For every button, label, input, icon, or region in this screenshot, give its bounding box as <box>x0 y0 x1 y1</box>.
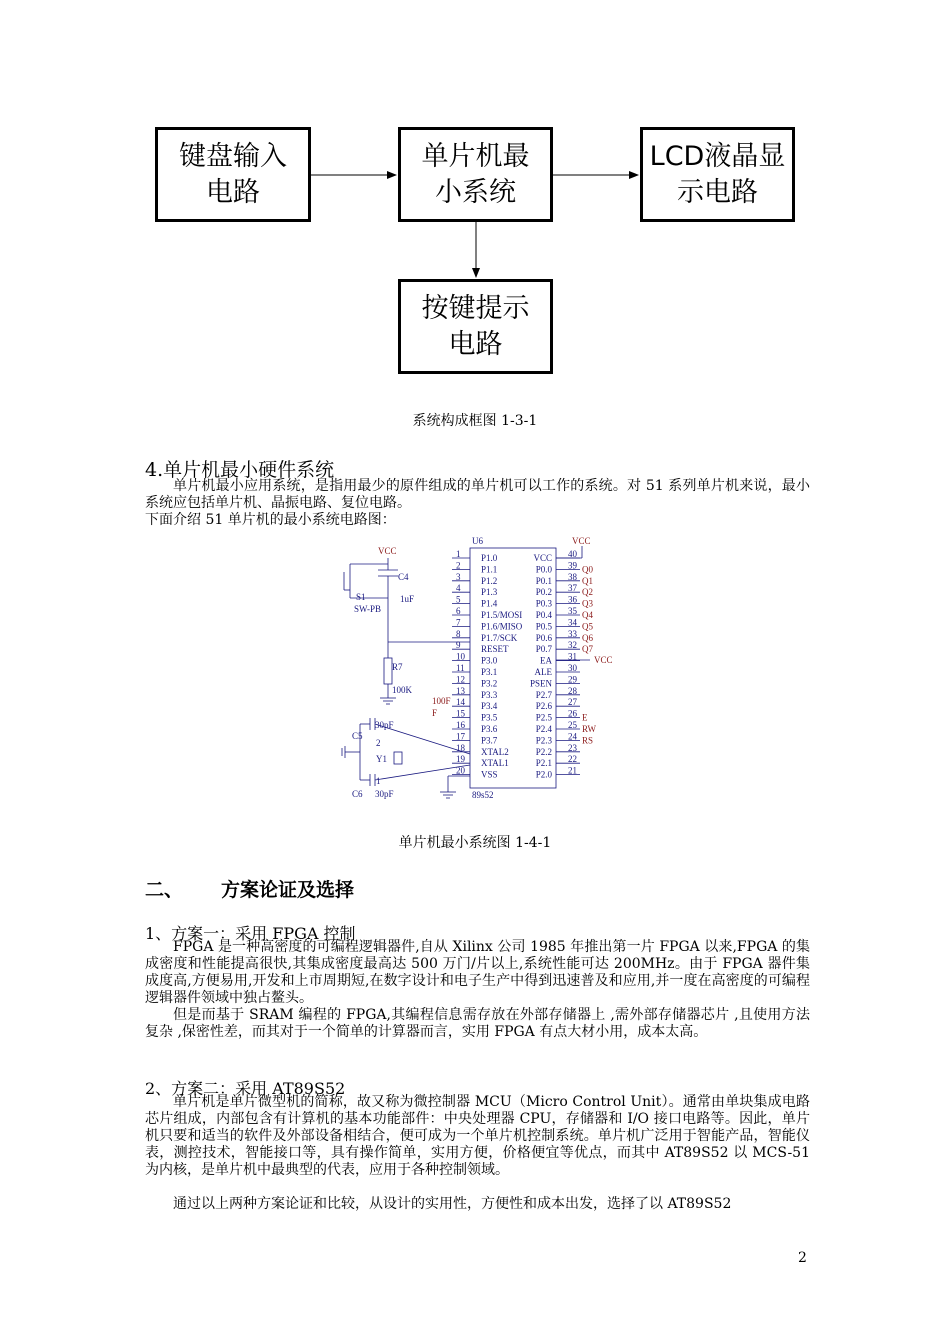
left-pin-number: 6 <box>456 606 461 616</box>
left-pin-label: P3.3 <box>481 689 498 700</box>
left-pin-label: P1.0 <box>481 553 498 563</box>
right-pin-number: 39 <box>568 560 577 571</box>
right-pin-label: P0.0 <box>535 564 552 575</box>
left-pin-number: 3 <box>456 571 461 582</box>
right-pin-label: EA <box>540 655 552 666</box>
right-pin-number: 37 <box>568 583 577 594</box>
left-pin-number: 18 <box>456 742 465 753</box>
left-pin-number: 4 <box>456 583 461 594</box>
s1-value: SW-PB <box>354 604 382 614</box>
right-pin-label: ALE <box>534 667 552 677</box>
section-4-paragraph: 单片机最小应用系统，是指用最少的原件组成的单片机可以工作的系统。对 51 系列单片机来说，最小系统应包括单片机、晶振电路、复位电路。 <box>145 478 810 511</box>
section-2-heading-number: 二、 <box>145 879 184 901</box>
left-pin-number: 17 <box>456 731 465 742</box>
section-4-heading: 4.单片机最小硬件系统 <box>145 459 335 481</box>
right-pin-net: Q2 <box>582 587 593 598</box>
right-pin-label: P2.5 <box>535 712 552 723</box>
left-pin-label: P1.3 <box>481 587 498 598</box>
section-4-intro-line: 下面介绍 51 单片机的最小系统电路图： <box>145 512 396 528</box>
right-pin-number: 22 <box>568 754 577 765</box>
plan-2-title: 2、方案二：采用 AT89S52 <box>145 1079 346 1098</box>
right-pin-label: P0.5 <box>535 621 552 632</box>
right-pin-label: P0.6 <box>535 632 552 643</box>
figure-caption-1-3-1: 系统构成框图 1-3-1 <box>412 413 538 429</box>
left-pin-number: 1 <box>456 549 461 559</box>
right-pin-label: P0.1 <box>535 575 552 586</box>
right-pin-net: Q7 <box>582 644 593 655</box>
right-pin-label: P2.0 <box>535 769 552 780</box>
right-pin-number: 40 <box>568 549 577 559</box>
right-pin-number: 24 <box>568 731 577 742</box>
left-pin-number: 2 <box>456 560 461 571</box>
left-pin-label: XTAL1 <box>481 758 509 769</box>
section-2-heading-text: 方案论证及选择 <box>221 879 355 901</box>
c6-value: 30pF <box>375 789 394 799</box>
plan-1-title: 1、方案一：采用 FPGA 控制 <box>145 924 356 943</box>
left-pin-label: P3.6 <box>481 724 498 734</box>
left-pin-number: 7 <box>456 617 461 628</box>
plan-2-paragraph-1: 单片机是单片微型机的简称，故又称为微控制器 MCU（Micro Control Unit）。通常由单块集成电路芯片组成，内部包含有计算机的基本功能部件：中央处理器 CPU，存储器和 I/O 接口电路等。因此，单片机只要和适当的软件及外部设备相结合，便可成为一个单片机控制系统。单片机广泛用于智能产品，智能仪表，测控技术，智能接口等，具有操作简单，实用方便，价格便宜等优点，而其中 AT89S52 以 MCS-51 为内核，是单片机中最典型的代表，应用于各种控制领域。 <box>145 1094 810 1178</box>
r7-label: R7 <box>392 662 403 672</box>
left-pin-label: P1.2 <box>481 575 498 586</box>
left-pin-number: 11 <box>456 663 465 673</box>
left-pin-label: XTAL2 <box>481 746 509 757</box>
chip-ref-label: U6 <box>472 536 483 546</box>
right-pin-label: P0.2 <box>535 587 552 598</box>
left-pin-number: 16 <box>456 720 465 730</box>
plan-2-paragraph-2: 通过以上两种方案论证和比较，从设计的实用性，方便性和成本出发，选择了以 AT89S52 <box>173 1196 732 1212</box>
left-pin-group <box>452 549 523 780</box>
left-pin-label: RESET <box>481 644 509 655</box>
left-pin-label: P3.2 <box>481 678 498 689</box>
left-pin-label: P3.7 <box>481 735 498 746</box>
left-pin-label: P3.4 <box>481 701 498 712</box>
right-pin-net: E <box>582 712 588 723</box>
left-pin-number: 19 <box>456 754 465 765</box>
left-pin-label: P3.0 <box>481 655 498 666</box>
keyboard-input-box: 键盘输入 电路 <box>155 127 311 222</box>
right-pin-label: P2.2 <box>535 746 552 757</box>
left-pin-number: 9 <box>456 640 461 651</box>
c4-label: C4 <box>398 572 409 582</box>
left-pin-label: VSS <box>481 769 498 780</box>
chip-part-label: 89s52 <box>472 790 494 800</box>
right-pin-number: 21 <box>568 765 577 776</box>
crystal-pin-1: 1 <box>376 776 381 786</box>
right-pin-number: 25 <box>568 720 577 730</box>
right-pin-number: 34 <box>568 617 577 628</box>
right-pin-net: Q4 <box>582 610 593 620</box>
left-pin-label: P3.5 <box>481 712 498 723</box>
right-pin-net: RS <box>582 735 594 746</box>
diagram-arrows <box>0 0 950 400</box>
lcd-display-box: LCD液晶显 示电路 <box>640 127 795 222</box>
right-pin-net: Q5 <box>582 621 593 632</box>
left-pin-number: 10 <box>456 651 465 662</box>
page-number: 2 <box>798 1250 807 1266</box>
left-pin-number: 15 <box>456 708 465 719</box>
vcc-ea-label: VCC <box>594 655 613 665</box>
vcc-right-label: VCC <box>572 536 591 546</box>
right-pin-label: P0.3 <box>535 598 552 609</box>
plan-1-paragraph-1: FPGA 是一种高密度的可编程逻辑器件,自从 Xilinx 公司 1985 年推出第一片 FPGA 以来,FPGA 的集成密度和性能提高很快,其集成密度最高达 500 万门/片以上,系统性能可达 200MHz。由于 FPGA 器件集成度高,方便易用,开发和上市周期短,在数字设计和电子生产中得到迅速普及和应用,并一度在高密度的可编程逻辑器件领域中独占鳌头。 <box>145 939 810 1006</box>
right-pin-group <box>530 549 597 780</box>
right-pin-number: 27 <box>568 697 577 708</box>
s1-label: S1 <box>356 592 366 602</box>
left-pin-number: 12 <box>456 674 465 685</box>
right-pin-number: 23 <box>568 742 577 753</box>
section-2-heading <box>145 875 354 902</box>
right-pin-label: P2.7 <box>535 689 552 700</box>
left-pin-label: P3.1 <box>481 667 498 677</box>
c4-value: 1uF <box>400 594 415 604</box>
right-pin-label: P2.6 <box>535 701 552 712</box>
c6-label: C6 <box>352 789 363 799</box>
right-pin-net: Q6 <box>582 632 593 643</box>
plan-1-paragraph-2: 但是而基于 SRAM 编程的 FPGA,其编程信息需存放在外部存储器上 ,需外部存储器芯片 ,且使用方法复杂 ,保密性差，而其对于一个简单的计算器而言，实用 FPGA 有点大材小用，成本太高。 <box>145 1007 810 1040</box>
right-pin-number: 26 <box>568 708 577 719</box>
mcu-minimum-system-box: 单片机最 小系统 <box>398 127 553 222</box>
right-pin-label: PSEN <box>529 678 552 689</box>
r7-value: 100K <box>392 685 412 695</box>
c5-value: 30pF <box>375 720 394 730</box>
right-pin-number: 29 <box>568 674 577 685</box>
net-f-label: F <box>432 708 438 718</box>
right-pin-number: 38 <box>568 571 577 582</box>
right-pin-label: P0.4 <box>535 610 552 620</box>
left-pin-number: 8 <box>456 628 461 639</box>
left-pin-label: P1.6/MISO <box>481 621 523 632</box>
right-pin-number: 35 <box>568 606 577 616</box>
left-pin-label: P1.5/MOSI <box>481 610 523 620</box>
left-pin-number: 5 <box>456 594 461 605</box>
right-pin-label: P2.4 <box>535 724 552 734</box>
c5-label: C5 <box>352 731 363 741</box>
mcu-schematic <box>320 530 630 805</box>
right-pin-number: 33 <box>568 628 577 639</box>
right-pin-net: Q0 <box>582 564 593 575</box>
right-pin-net: Q1 <box>582 575 593 586</box>
right-pin-number: 31 <box>568 651 577 662</box>
right-pin-number: 32 <box>568 640 577 651</box>
right-pin-label: P2.3 <box>535 735 552 746</box>
figure-caption-1-4-1: 单片机最小系统图 1-4-1 <box>398 835 552 851</box>
key-prompt-box: 按键提示 电路 <box>398 279 553 374</box>
net-100f-label: 100F <box>432 696 451 706</box>
left-pin-number: 14 <box>456 697 465 708</box>
right-pin-number: 30 <box>568 663 577 673</box>
y1-label: Y1 <box>376 754 387 764</box>
right-pin-label: P2.1 <box>535 758 552 769</box>
left-pin-number: 13 <box>456 685 465 696</box>
left-pin-label: P1.1 <box>481 564 498 575</box>
left-pin-label: P1.4 <box>481 598 498 609</box>
right-pin-net: RW <box>582 724 597 734</box>
right-pin-label: VCC <box>533 553 552 563</box>
left-pin-number: 20 <box>456 765 465 776</box>
left-pin-label: P1.7/SCK <box>481 632 518 643</box>
right-pin-number: 28 <box>568 685 577 696</box>
right-pin-net: Q3 <box>582 598 593 609</box>
right-pin-number: 36 <box>568 594 577 605</box>
right-pin-label: P0.7 <box>535 644 552 655</box>
vcc-left-label: VCC <box>378 546 397 556</box>
crystal-pin-2: 2 <box>376 738 381 748</box>
